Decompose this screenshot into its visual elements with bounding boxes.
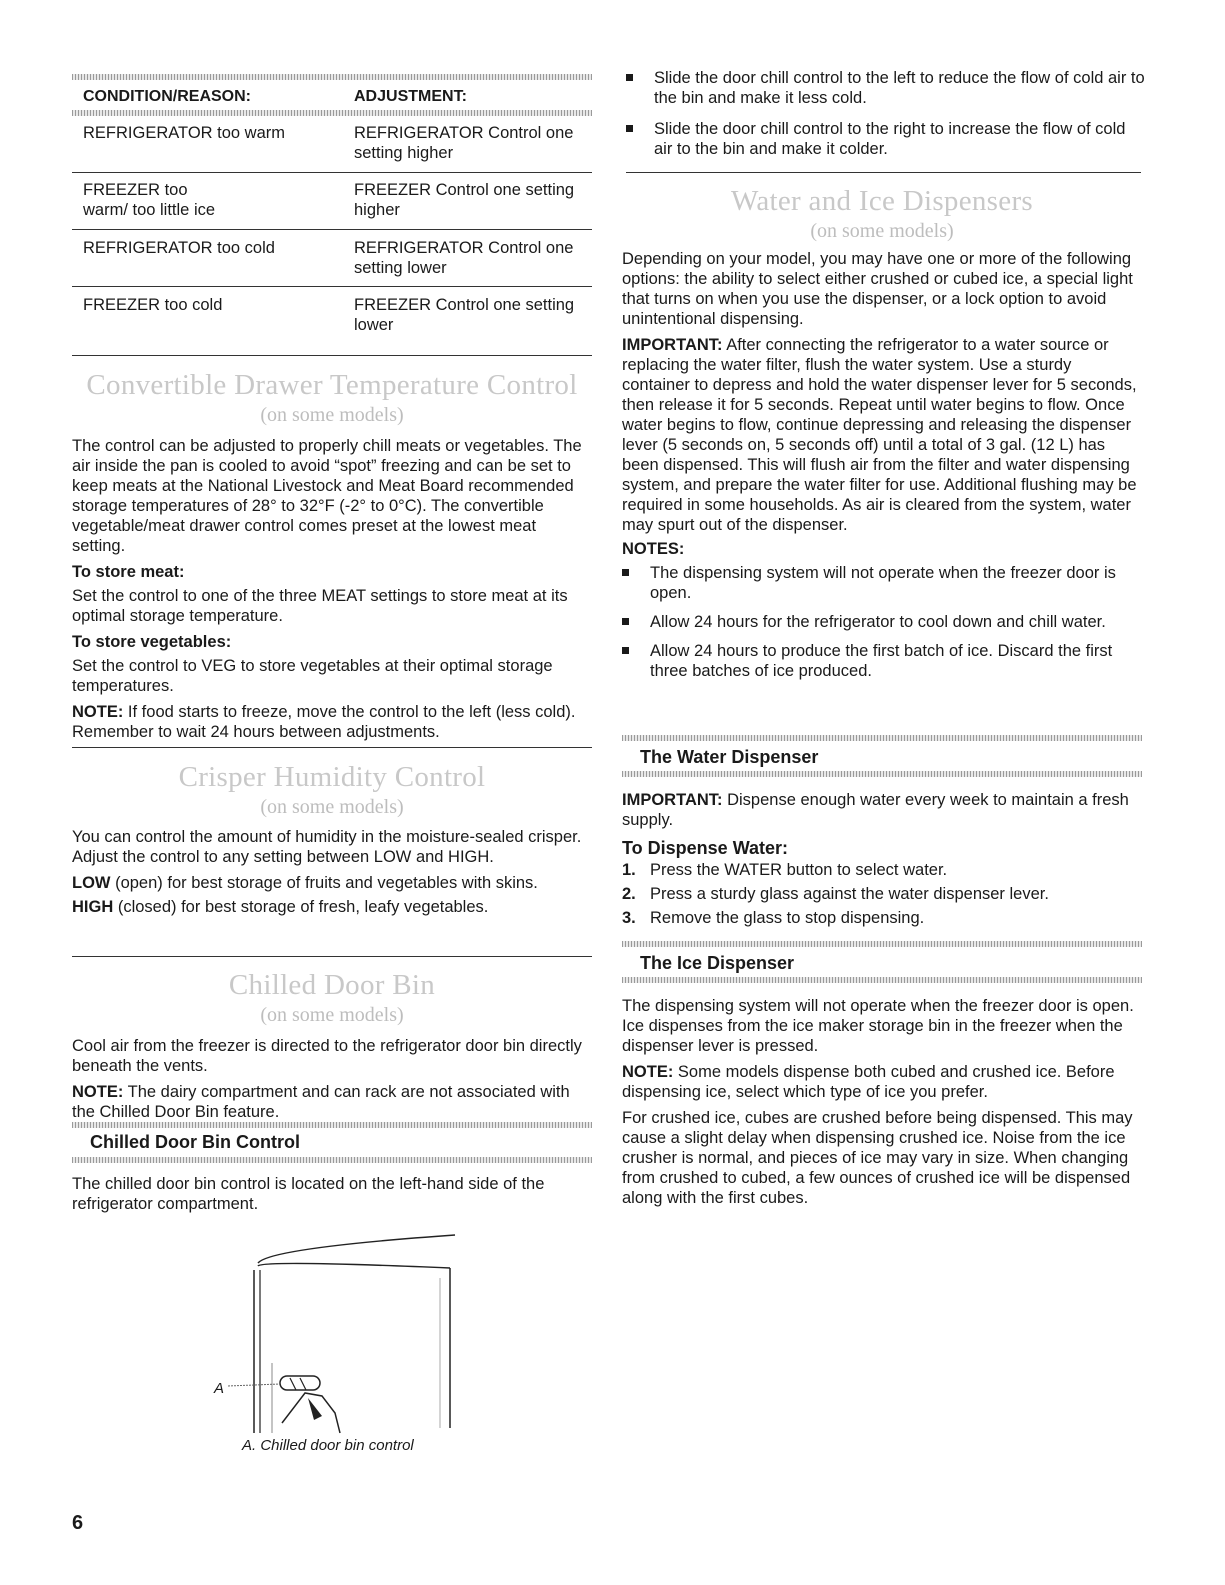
section-title: Crisper Humidity Control bbox=[178, 761, 486, 793]
note-text: The dairy compartment and can rack are not associated with the Chilled Door Bin feature. bbox=[72, 1083, 570, 1121]
important-paragraph bbox=[622, 790, 1142, 830]
important-paragraph bbox=[622, 335, 1142, 535]
table-cell-condition: FREEZER too cold bbox=[83, 296, 223, 314]
table-cell-condition: REFRIGERATOR too warm bbox=[83, 124, 286, 142]
table-cell-adjustment: FREEZER Control one setting lower bbox=[354, 296, 575, 334]
bullet-icon bbox=[622, 647, 629, 654]
list-item-text: The dispensing system will not operate when the freezer door is open. bbox=[650, 564, 1116, 602]
chilled-control-heading: Chilled Door Bin Control bbox=[90, 1132, 300, 1152]
note-text: If food starts to freeze, move the control to the left (less cold). Remember to wait 24 hours between adjustments. bbox=[72, 703, 576, 741]
low-text: (open) for best storage of fruits and vegetables with skins. bbox=[110, 874, 538, 892]
notes-heading: NOTES: bbox=[622, 540, 685, 558]
step-text: Remove the glass to stop dispensing. bbox=[650, 909, 925, 927]
subhead-bottom-dither bbox=[622, 977, 1142, 983]
important-text: Dispense enough water every week to maintain a fresh supply. bbox=[622, 791, 1129, 829]
section-subtitle: (on some models) bbox=[260, 796, 404, 818]
step-text: Press the WATER button to select water. bbox=[650, 861, 948, 879]
paragraph: Depending on your model, you may have one or more of the following options: the ability to select either crushed or cubed ice, a special light that turns on when you use the dispenser, or a lock option to avoid unintentional dispensing. bbox=[622, 250, 1133, 328]
section-subtitle: (on some models) bbox=[260, 1004, 404, 1026]
list-item bbox=[622, 908, 1142, 928]
section-divider bbox=[72, 956, 592, 957]
water-dispenser-section bbox=[622, 790, 1142, 928]
section-subtitle: (on some models) bbox=[260, 404, 404, 426]
figure-label: A bbox=[214, 1380, 225, 1397]
subhead-top-dither bbox=[622, 941, 1142, 947]
section-title: Convertible Drawer Temperature Control bbox=[86, 369, 578, 401]
section-divider bbox=[72, 747, 592, 748]
low-paragraph bbox=[72, 873, 592, 893]
list-item-text: Slide the door chill control to the right to increase the flow of cold air to the bin and make it colder. bbox=[654, 120, 1126, 158]
high-text: (closed) for best storage of fresh, leafy vegetables. bbox=[113, 898, 489, 916]
header-adjustment: ADJUSTMENT: bbox=[354, 88, 467, 105]
step-text: Press a sturdy glass against the water dispenser lever. bbox=[650, 885, 1049, 903]
row-divider bbox=[72, 229, 592, 230]
row-divider bbox=[72, 286, 592, 287]
subhead-bottom-dither bbox=[622, 771, 1142, 777]
paragraph: Set the control to one of the three MEAT settings to store meat at its optimal storage temperature. bbox=[72, 587, 568, 625]
table-top-dither bbox=[72, 74, 592, 80]
ice-dispenser-heading: The Ice Dispenser bbox=[640, 953, 795, 973]
paragraph: For crushed ice, cubes are crushed before being dispensed. This may cause a slight delay when dispensing crushed ice. Noise from the ice crusher is normal, and pieces of ice may vary in size. When changing from crushed to cubed, a few ounces of crushed ice will be dispensed along with the first cubes. bbox=[622, 1109, 1133, 1207]
step-number: 2. bbox=[622, 885, 636, 903]
note-paragraph bbox=[72, 1082, 592, 1122]
paragraph: The control can be adjusted to properly chill meats or vegetables. The air inside the pan is cooled to avoid “spot” freezing and can be set to keep meats at the National Livestock and Meat Board recommended storage temperatures of 28° to 32°F (-2° to 0°C). The convertible vegetable/meat drawer control comes preset at the lowest meat setting. bbox=[72, 437, 582, 555]
table-cell-condition: REFRIGERATOR too cold bbox=[83, 239, 275, 257]
bullet-icon bbox=[626, 74, 633, 81]
note-text: Some models dispense both cubed and crushed ice. Before dispensing ice, select which type of ice you prefer. bbox=[622, 1063, 1115, 1101]
subhead-top-dither bbox=[72, 1122, 592, 1128]
list-item bbox=[622, 860, 1142, 880]
bullet-icon bbox=[622, 569, 629, 576]
section-title: Chilled Door Bin bbox=[228, 969, 436, 1001]
list-item bbox=[622, 641, 1142, 681]
subhead-bottom-dither bbox=[72, 1157, 592, 1163]
list-item-text: Slide the door chill control to the left to reduce the flow of cold air to the bin and make it less cold. bbox=[654, 69, 1145, 107]
water-ice-section bbox=[622, 184, 1142, 681]
ice-dispenser-section bbox=[622, 996, 1142, 1208]
list-item-text: Allow 24 hours for the refrigerator to cool down and chill water. bbox=[650, 613, 1106, 631]
water-dispenser-heading: The Water Dispenser bbox=[640, 747, 819, 767]
figure-caption: A. Chilled door bin control bbox=[242, 1437, 414, 1454]
section-divider bbox=[626, 172, 1141, 173]
table-bottom-rule bbox=[72, 355, 592, 356]
vegetables-heading: To store vegetables: bbox=[72, 633, 232, 651]
note-label: NOTE: bbox=[72, 1083, 124, 1101]
header-condition: CONDITION/REASON: bbox=[83, 88, 251, 105]
high-label: HIGH bbox=[72, 898, 114, 916]
list-item bbox=[622, 884, 1142, 904]
important-label: IMPORTANT: bbox=[622, 336, 723, 354]
list-item bbox=[622, 563, 1142, 603]
section-title: Water and Ice Dispensers bbox=[731, 185, 1033, 217]
notes-list bbox=[622, 563, 1142, 681]
steps-heading: To Dispense Water: bbox=[622, 838, 789, 858]
bullet-icon bbox=[622, 618, 629, 625]
low-label: LOW bbox=[72, 874, 111, 892]
subhead-top-dither bbox=[622, 735, 1142, 741]
step-number: 1. bbox=[622, 861, 636, 879]
chilled-door-bin-figure bbox=[210, 1228, 460, 1438]
meat-heading: To store meat: bbox=[72, 563, 185, 581]
chilled-section bbox=[72, 968, 592, 1122]
crisper-section bbox=[72, 760, 592, 917]
note-label: NOTE: bbox=[622, 1063, 674, 1081]
paragraph: The dispensing system will not operate when the freezer door is open. Ice dispenses from the ice maker storage bin in the freezer when the dispenser lever is pressed. bbox=[622, 997, 1134, 1055]
table-cell-adjustment: REFRIGERATOR Control one setting lower bbox=[354, 239, 574, 277]
row-divider bbox=[72, 172, 592, 173]
list-item bbox=[626, 119, 1146, 159]
note-paragraph bbox=[622, 1062, 1142, 1102]
paragraph: Set the control to VEG to store vegetables at their optimal storage temperatures. bbox=[72, 657, 553, 695]
steps-list bbox=[622, 860, 1142, 928]
table-cell-condition: FREEZER too warm/ too little ice bbox=[83, 181, 216, 219]
paragraph: You can control the amount of humidity in the moisture-sealed crisper. Adjust the control to any setting between LOW and HIGH. bbox=[72, 828, 582, 866]
important-label: IMPORTANT: bbox=[622, 791, 723, 809]
list-item bbox=[622, 612, 1142, 632]
step-number: 3. bbox=[622, 909, 636, 927]
table-cell-adjustment: REFRIGERATOR Control one setting higher bbox=[354, 124, 574, 162]
chill-control-bullets bbox=[626, 68, 1146, 159]
bullet-icon bbox=[626, 125, 633, 132]
section-subtitle: (on some models) bbox=[810, 220, 954, 242]
list-item bbox=[626, 68, 1146, 108]
convertible-section bbox=[72, 368, 592, 742]
note-paragraph bbox=[72, 702, 592, 742]
list-item-text: Allow 24 hours to produce the first batch of ice. Discard the first three batches of ice produced. bbox=[650, 642, 1113, 680]
note-label: NOTE: bbox=[72, 703, 124, 721]
paragraph: Cool air from the freezer is directed to the refrigerator door bin directly beneath the vents. bbox=[72, 1037, 582, 1075]
table-cell-adjustment: FREEZER Control one setting higher bbox=[354, 181, 575, 219]
table-header-dither bbox=[72, 110, 592, 116]
paragraph: The chilled door bin control is located on the left-hand side of the refrigerator compartment. bbox=[72, 1175, 545, 1213]
page-number: 6 bbox=[72, 1512, 84, 1534]
important-text: After connecting the refrigerator to a water source or replacing the water filter, flush the water system. Use a sturdy container to depress and hold the water dispenser lever for 5 seconds, then release it for 5 seconds. Repeat until water begins to flow. Once water begins to flow, continue depressing and releasing the dispenser lever (5 seconds on, 5 seconds off) until a total of 3 gal. (12 L) has been dispensed. This will flush air from the filter and water dispensing system, and prepare the water filter for use. Additional flushing may be required in some households. As air is cleared from the system, water may spurt out of the dispenser. bbox=[622, 336, 1137, 534]
high-paragraph bbox=[72, 897, 592, 917]
